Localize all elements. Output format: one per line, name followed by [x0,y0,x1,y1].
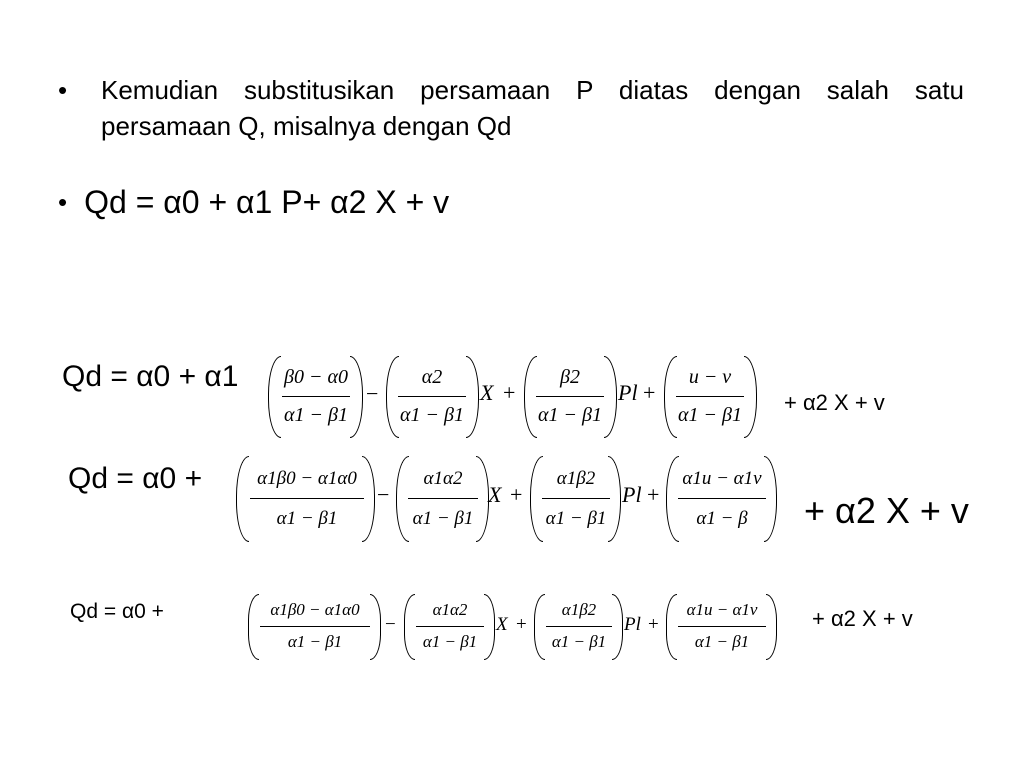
eq1-plus-1: + [503,380,516,405]
eq3-lhs: Qd = α0 + [70,600,164,623]
eq2-f4-numerator: α1u − α1v [682,468,762,489]
eq3-paren-right-3 [612,594,623,660]
bullet-1 [58,72,964,144]
eq3-f1-bar [260,626,370,627]
eq2-f2-numerator: α1α2 [423,468,463,489]
eq3-f1-numerator: α1β0 − α1α0 [270,600,360,619]
eq2-f3-bar [542,498,610,499]
eq1-fraction-3 [530,356,610,436]
eq3-tail: + α2 X + v [812,606,913,631]
eq3-f2-bar [416,626,484,627]
eq3-f1-denominator: α1 − β1 [287,632,343,651]
eq2-x: X [488,482,502,507]
eq1-fraction-2 [392,356,472,436]
eq3-f2-numerator: α1α2 [432,600,468,619]
eq2-fraction-2 [402,456,484,540]
eq2-minus: − [377,482,390,507]
eq2-f2-denominator: α1 − β1 [412,508,474,529]
eq1-f4-bar [676,396,744,397]
eq3-fraction-2 [410,594,490,658]
eq3-paren-right-1 [370,594,381,660]
eq1-pl: Pl [618,380,638,405]
eq3-f3-bar [546,626,612,627]
bullet-dot: • [58,75,68,105]
eq2-f4-bar [678,498,766,499]
eq2-f1-numerator: α1β0 − α1α0 [257,468,357,489]
eq2-plus-1: + [510,482,523,507]
eq1-fraction-1 [276,356,356,436]
eq2-paren-right-4 [764,456,777,542]
eq1-fraction-4 [670,356,750,436]
eq1-lhs-text: Qd = α0 + α1 [62,360,239,393]
eq1-f2-bar [398,396,466,397]
bullet-2 [58,182,449,222]
eq2-fraction-1 [244,456,370,540]
eq3-paren-right-2 [484,594,495,660]
eq3-f4-bar [678,626,766,627]
eq2-f3-numerator: α1β2 [556,468,596,489]
eq1-f4-numerator: u − v [688,366,732,388]
eq1-tail: + α2 X + v [784,390,885,415]
eq3-plus-2: + [648,614,659,635]
eq2-pl: Pl [622,482,642,507]
eq3-fraction-4 [672,594,772,658]
eq3-f2-denominator: α1 − β1 [422,632,478,651]
eq1-paren-right-1 [350,356,363,438]
bullet-1-text: Kemudian substitusikan persamaan P diatas dengan salah satu persamaan Q, misalnya dengan Qd [101,75,964,141]
eq2-f2-bar [408,498,478,499]
eq3-pl: Pl [624,614,641,635]
eq1-minus: − [366,381,379,406]
eq2-plus-2: + [647,482,660,507]
eq3-f4-numerator: α1u − α1v [686,600,758,619]
eq2-f1-denominator: α1 − β1 [276,508,338,529]
eq2-tail: + α2 X + v [804,490,969,531]
eq3-minus: − [385,614,396,635]
eq3-fraction-1 [254,594,376,658]
eq1-f3-bar [536,396,604,397]
eq2-f1-bar [250,498,364,499]
eq1-f2-numerator: α2 [421,366,443,388]
eq1-f4-denominator: α1 − β1 [678,404,742,426]
eq3-paren-right-4 [766,594,777,660]
eq1-f1-numerator: β0 − α0 [284,366,348,388]
eq2-lhs: Qd = α0 + [68,462,203,495]
eq1-f1-bar [282,396,350,397]
eq1-x: X [480,380,494,405]
eq3-f3-numerator: α1β2 [561,600,597,619]
bullet-2-text: Qd = α0 + α1 P+ α2 X + v [84,184,450,220]
eq1-f1-denominator: α1 − β1 [284,404,348,426]
eq1-f3-numerator: β2 [560,366,580,388]
eq1-lhs [62,360,238,394]
eq1-plus-2: + [643,380,656,405]
eq1-f3-denominator: α1 − β1 [538,404,602,426]
eq2-fraction-3 [536,456,616,540]
eq1-paren-right-4 [744,356,757,438]
eq2-fraction-4 [672,456,772,540]
eq1-f2-denominator: α1 − β1 [400,404,464,426]
eq3-f3-denominator: α1 − β1 [551,632,607,651]
eq2-f4-denominator: α1 − β [696,508,748,529]
eq1-paren-right-2 [466,356,479,438]
eq2-paren-right-1 [362,456,375,542]
eq3-f4-denominator: α1 − β1 [694,632,750,651]
eq3-plus-1: + [516,614,527,635]
eq3-x: X [496,614,508,635]
eq1-paren-right-3 [604,356,617,438]
eq2-paren-right-3 [608,456,621,542]
eq2-f3-denominator: α1 − β1 [545,508,607,529]
eq3-fraction-3 [540,594,618,658]
bullet-dot: • [58,187,68,217]
